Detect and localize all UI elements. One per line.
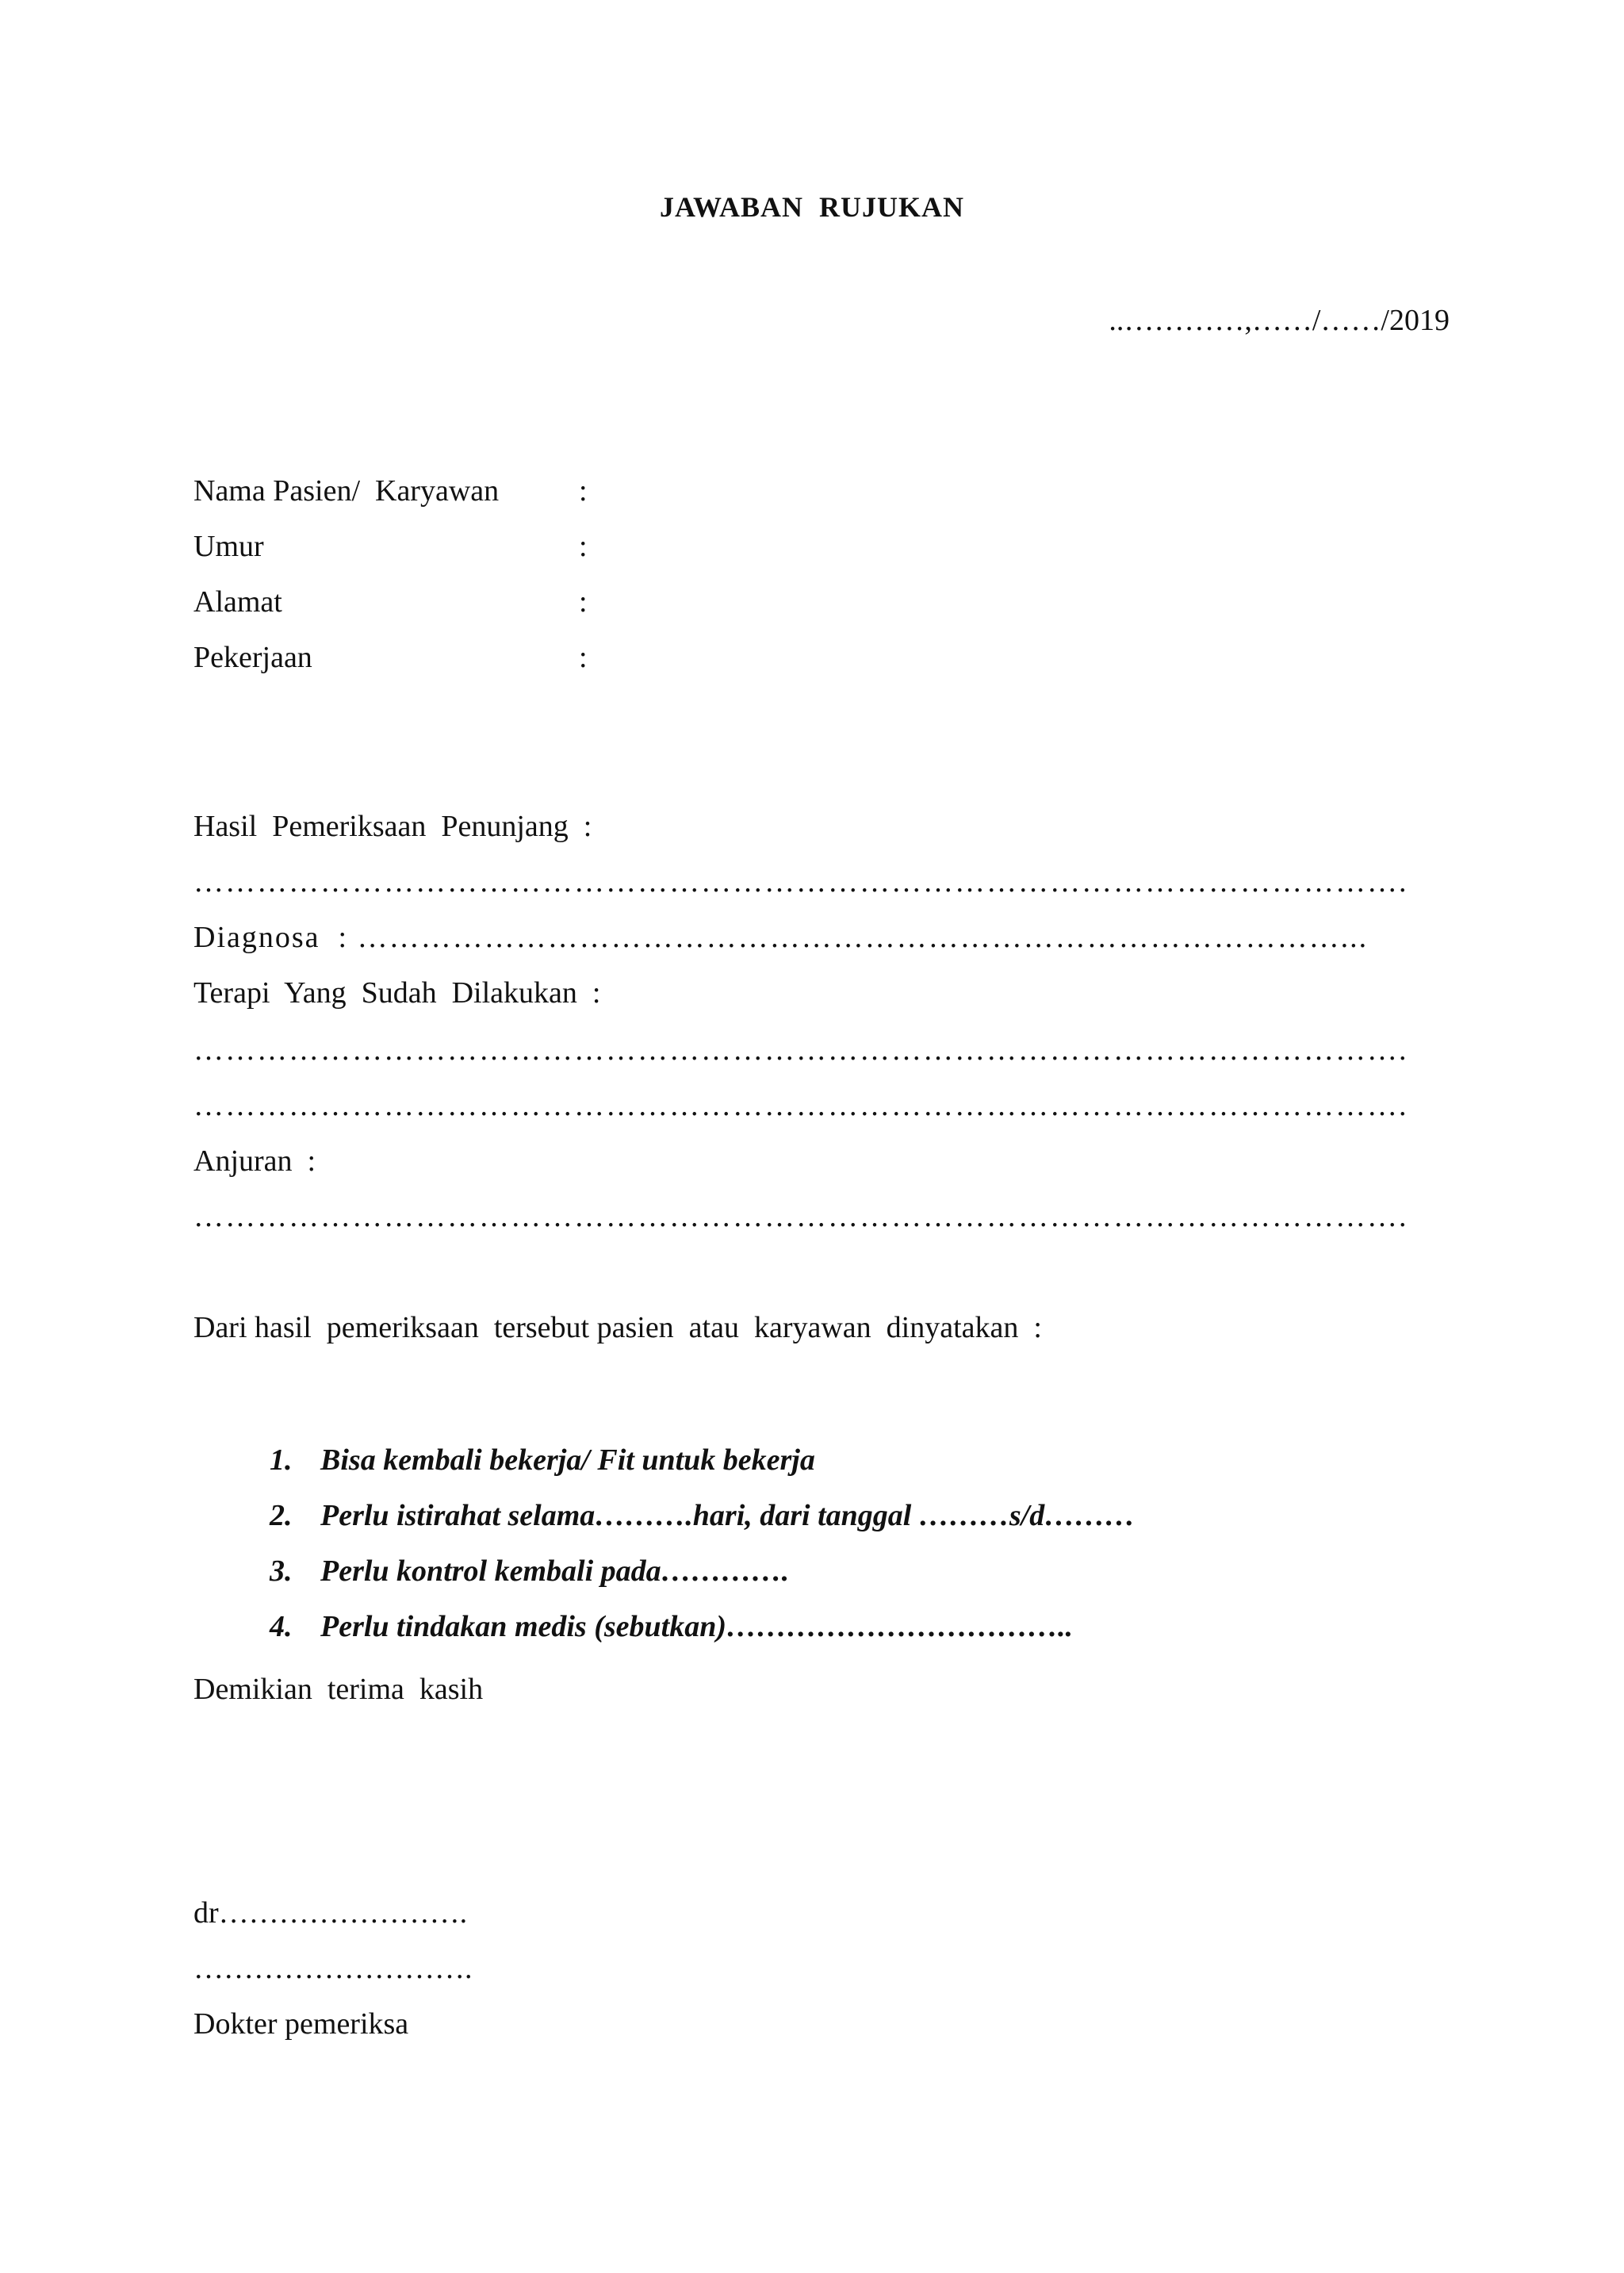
closing-text: Demikian terima kasih [193, 1673, 484, 1706]
field-colon-nama: : [579, 474, 588, 508]
signature-dr-line: dr……………………. [193, 1896, 468, 1930]
field-colon-alamat: : [579, 585, 588, 619]
field-label-nama: Nama Pasien/ Karyawan [193, 474, 500, 508]
option-text: Perlu istirahat selama……….hari, dari tanggal ………s/d……… [320, 1499, 1136, 1532]
option-item [239, 1574, 1073, 1679]
date-line: ..…………,……/……/2019 [1109, 304, 1450, 337]
option-number: 1. [270, 1443, 293, 1477]
option-number: 2. [270, 1499, 293, 1532]
anjuran-label: Anjuran : [193, 1144, 316, 1178]
option-number: 4. [270, 1610, 293, 1643]
diagnosa-line: Diagnosa : …………………………………………………………………………………... [193, 921, 1369, 954]
hasil-dots: ……………………………………………………………………………………………………. [193, 865, 1408, 899]
statement-text: Dari hasil pemeriksaan tersebut pasien atau karyawan dinyatakan : [193, 1311, 1042, 1344]
hasil-label: Hasil Pemeriksaan Penunjang : [193, 810, 592, 843]
field-label-pekerjaan: Pekerjaan [193, 641, 312, 674]
field-label-alamat: Alamat [193, 585, 282, 619]
anjuran-dots: ……………………………………………………………………………………………………. [193, 1200, 1408, 1233]
option-text: Bisa kembali bekerja/ Fit untuk bekerja [320, 1443, 815, 1477]
option-text: Perlu tindakan medis (sebutkan)…………………………….. [320, 1610, 1073, 1643]
terapi-label: Terapi Yang Sudah Dilakukan : [193, 976, 601, 1010]
field-label-umur: Umur [193, 530, 264, 563]
terapi-dots-1: ……………………………………………………………………………………………………. [193, 1033, 1408, 1067]
signature-dots-line: ………………………. [193, 1952, 473, 1985]
signature-role: Dokter pemeriksa [193, 2007, 409, 2041]
terapi-dots-2: ……………………………………………………………………………………………………. [193, 1089, 1408, 1122]
document-title: JAWABAN RUJUKAN [659, 191, 964, 223]
option-number: 3. [270, 1554, 293, 1588]
field-colon-pekerjaan: : [579, 641, 588, 674]
field-colon-umur: : [579, 530, 588, 563]
option-text: Perlu kontrol kembali pada…………. [320, 1554, 790, 1588]
